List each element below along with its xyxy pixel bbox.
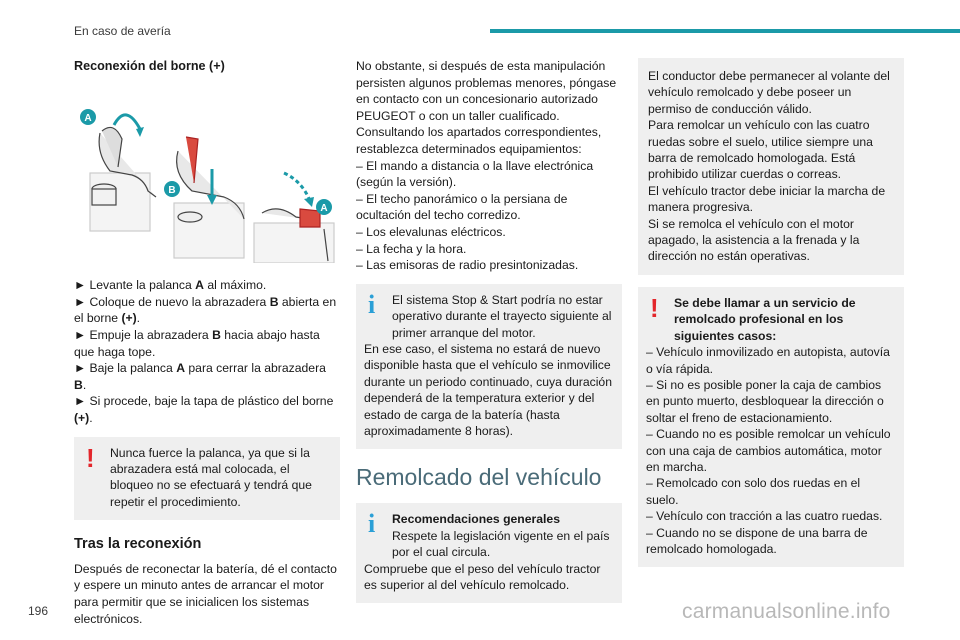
arrow-diagonal (284, 173, 310, 201)
watermark-text: carmanualsonline.info (682, 600, 891, 623)
subsection-title: Tras la reconexión (74, 536, 202, 553)
list-item: – El mando a distancia o la llave electrónica (según la versión). (356, 158, 594, 190)
list-item: – Si no es posible poner la caja de cambios en punto muerto, desbloquear la dirección o soltar el freno de estacionamiento. (646, 377, 884, 425)
info-box-recommendations (356, 503, 622, 603)
warning-box-professional-towing (638, 287, 904, 568)
rule-line: Para remolcar un vehículo con las cuatro ruedas sobre el suelo, utilice siempre una barra de remolcado homologada. Está prohibido utilizar cuerdas o correas. (648, 118, 873, 182)
towing-rules-box (638, 58, 904, 275)
info-icon: i (368, 509, 376, 539)
page-number: 196 (28, 604, 49, 618)
list-item: – El techo panorámico o la persiana de ocultación del techo corredizo. (356, 191, 568, 223)
step-5: ► Si procede, baje la tapa de plástico del borne (+). (74, 394, 334, 425)
list-item: – Vehículo inmovilizado en autopista, autovía o vía rápida. (646, 345, 890, 376)
warning-text: Nunca fuerce la palanca, ya que si la abrazadera está mal colocada, el bloqueo no se efectuará y tendrá que repetir el procedimiento. (110, 445, 312, 509)
list-item: – Cuando no es posible remolcar un vehículo con una caja de cambios automática, motor en marcha. (646, 427, 891, 474)
column-2 (356, 58, 622, 603)
header-accent-bar (490, 29, 960, 33)
step-4: ► Baje la palanca A para cerrar la abrazadera B. (74, 361, 326, 392)
rule-line: El conductor debe permanecer al volante del vehículo remolcado y debe poseer un permiso de conducción válido. (648, 69, 890, 116)
info-line-2: En ese caso, el sistema no estará de nuevo disponible hasta que el vehículo se inmovilice durante un periodo continuado, cuya duración dependerá de la temperatura exterior y del estado de carga de la batería (hasta aproximadamente 8 horas). (364, 341, 612, 438)
warning-box (74, 437, 340, 521)
clamp-step-1 (90, 127, 156, 231)
arrow-up (114, 115, 140, 129)
rule-line: Si se remolca el vehículo con el motor apagado, la asistencia a la frenada y la dirección no están operativas. (648, 216, 860, 264)
column-3 (638, 58, 904, 567)
list-item: – Cuando no se dispone de una barra de remolcado homologada. (646, 525, 868, 556)
clamp-step-3 (254, 208, 334, 262)
column-1 (74, 58, 340, 627)
step-1: ► Levante la palanca A al máximo. (74, 278, 267, 293)
paragraph-1: No obstante, si después de esta manipulación persisten algunos problemas menores, póngase en contacto con un concesionario autorizado PEUGEOT o con un taller cualificado. (356, 59, 617, 123)
label-a-right: A (320, 202, 328, 214)
info-line-1: El sistema Stop & Start podría no estar operativo durante el trayecto siguiente al primer arranque del motor. (392, 292, 612, 340)
step-3: ► Empuje la abrazadera B hacia abajo hasta que haga tope. (74, 327, 320, 359)
reconnection-body: Después de reconectar la batería, dé el contacto y espere un minuto antes de arrancar el motor para permitir que se inicialicen los sistemas electrónicos. (74, 561, 337, 626)
list-item: – Remolcado con solo dos ruedas en el suelo. (646, 476, 861, 507)
label-a-left: A (84, 112, 92, 124)
reconnection-steps (74, 277, 340, 426)
warning-title: Se debe llamar a un servicio de remolcado profesional en los siguientes casos: (674, 295, 856, 343)
recommendations-title: Recomendaciones generales (392, 512, 560, 527)
list-item: – La fecha y la hora. (356, 241, 467, 256)
paragraph-2: Consultando los apartados correspondientes, restablezca determinados equipamientos: (356, 125, 602, 156)
exclamation-icon: ! (86, 442, 95, 473)
label-b: B (168, 184, 176, 196)
list-item: – Los elevalunas eléctricos. (356, 224, 506, 239)
section-header-title: En caso de avería (74, 24, 171, 38)
exclamation-icon: ! (650, 292, 659, 323)
list-item: – Las emisoras de radio presintonizadas. (356, 258, 579, 273)
info-box-stop-start (356, 284, 622, 450)
rule-line: El vehículo tractor debe iniciar la marcha de manera progresiva. (648, 183, 886, 215)
towing-heading: Remolcado del vehículo (356, 464, 602, 491)
list-item: – Vehículo con tracción a las cuatro ruedas. (646, 509, 883, 524)
recommendations-line-1: Respete la legislación vigente en el país por el cual circula. (392, 528, 610, 560)
section-title: Reconexión del borne (+) (74, 59, 225, 73)
recommendations-line-2: Compruebe que el peso del vehículo tractor es superior al del vehículo remolcado. (364, 561, 601, 592)
battery-terminal-illustration (74, 93, 340, 263)
step-2: ► Coloque de nuevo la abrazadera B abierta en el borne (+). (74, 294, 337, 326)
info-icon: i (368, 289, 376, 319)
